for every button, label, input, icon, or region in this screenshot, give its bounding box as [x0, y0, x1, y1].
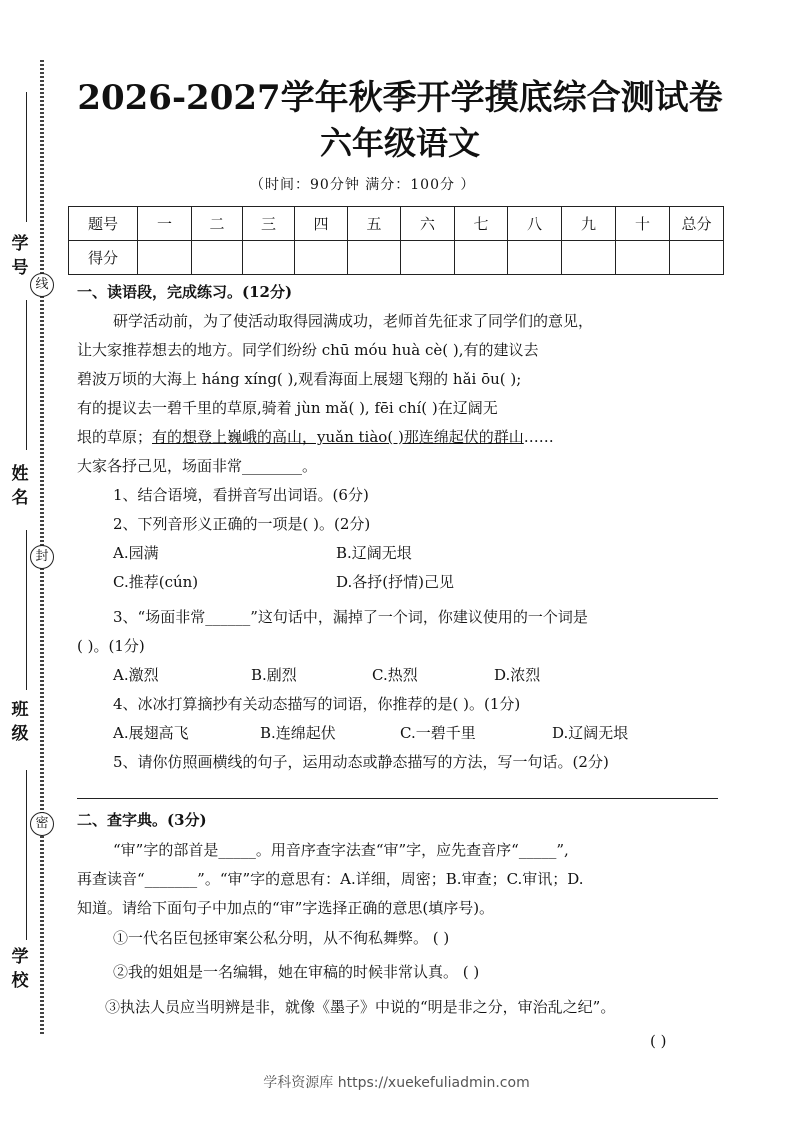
section2-text: 再查读音“_______”。“审”字的意思有：A.详细，周密；B.审查；C.审讯；D.	[77, 870, 584, 888]
q3-option-d[interactable]: D.浓烈	[494, 666, 541, 684]
question-5: 5、请你仿照画横线的句子，运用动态或静态描写的方法，写一句话。(2分)	[113, 753, 609, 771]
section1-heading: 一、读语段，完成练习。(12分)	[77, 283, 293, 301]
passage-line: 有的提议去一碧千里的草原,骑着 jùn mǎ( ), fēi chí( )在辽阔无	[77, 399, 498, 417]
score-header-cell: 五	[348, 207, 401, 241]
score-header-cell: 总分	[670, 207, 724, 241]
margin-label-student-id: 学号	[11, 234, 29, 278]
score-header-cell: 十	[616, 207, 670, 241]
seal-mark-line: 线	[30, 273, 54, 297]
q3-option-b[interactable]: B.剧烈	[251, 666, 297, 684]
passage-text: 垠的草原；	[77, 428, 153, 446]
q2-option-b[interactable]: B.辽阔无垠	[336, 544, 412, 562]
section2-text: 知道。请给下面句子中加点的“审”字选择正确的意思(填序号)。	[77, 899, 495, 917]
score-header-cell: 四	[295, 207, 348, 241]
q2-option-a[interactable]: A.园满	[113, 544, 159, 562]
score-cell[interactable]	[508, 241, 562, 275]
question-4: 4、冰冰打算摘抄有关动态描写的词语，你推荐的是( )。(1分)	[113, 695, 521, 713]
passage-line: 研学活动前，为了使活动取得园满成功，老师首先征求了同学们的意见，	[113, 312, 594, 330]
margin-label-class: 班级	[11, 700, 29, 744]
passage-line: 让大家推荐想去的地方。同学们纷纷 chū móu huà cè( ),有的建议去	[77, 341, 539, 359]
sentence-2: ②我的姐姐是一名编辑，她在审稿的时候非常认真。 ( )	[113, 963, 480, 981]
score-cell[interactable]	[616, 241, 670, 275]
score-cell[interactable]	[243, 241, 295, 275]
seal-mark-seal: 封	[30, 545, 54, 569]
score-header-cell: 九	[562, 207, 616, 241]
section2-text: “审”字的部首是_____。用音序查字法查“审”字，应先查音序“_____”,	[113, 841, 569, 859]
q2-option-d[interactable]: D.各抒(抒情)己见	[336, 573, 454, 591]
question-3: 3、“场面非常______”这句话中，漏掉了一个词，你建议使用的一个词是	[113, 608, 588, 626]
passage-text: ……	[523, 428, 554, 446]
q3-option-a[interactable]: A.激烈	[113, 666, 159, 684]
q4-option-b[interactable]: B.连绵起伏	[260, 724, 336, 742]
score-header-cell: 一	[138, 207, 192, 241]
score-cell[interactable]	[138, 241, 192, 275]
score-header-cell: 三	[243, 207, 295, 241]
score-cell[interactable]	[670, 241, 724, 275]
underlined-sentence: 有的想登上巍峨的高山，yuǎn tiào( )那连绵起伏的群山	[152, 428, 524, 446]
passage-line-underlined	[77, 427, 554, 447]
margin-line	[26, 92, 27, 222]
q4-option-c[interactable]: C.一碧千里	[400, 724, 476, 742]
margin-line	[26, 530, 27, 690]
margin-label-name: 姓名	[11, 464, 29, 508]
exam-title: 2026-2027学年秋季开学摸底综合测试卷	[77, 78, 723, 118]
seal-mark-secret: 密	[30, 812, 54, 836]
score-table	[68, 206, 724, 275]
sentence-1: ①一代名臣包拯审案公私分明，从不徇私舞弊。 ( )	[113, 929, 450, 947]
score-header-cell: 八	[508, 207, 562, 241]
score-cell[interactable]	[192, 241, 243, 275]
section2-heading: 二、查字典。(3分)	[77, 811, 207, 829]
q4-option-d[interactable]: D.辽阔无垠	[552, 724, 629, 742]
question-3-cont: ( )。(1分)	[77, 637, 145, 655]
score-table-header-row	[69, 207, 724, 241]
answer-line[interactable]	[77, 798, 718, 799]
passage-line: 碧波万顷的大海上 háng xíng( ),观看海面上展翅飞翔的 hǎi ōu( );	[77, 370, 522, 388]
q3-option-c[interactable]: C.热烈	[372, 666, 418, 684]
margin-label-school: 学校	[11, 947, 29, 991]
q2-option-c[interactable]: C.推荐(cún)	[113, 573, 199, 591]
score-cell[interactable]	[348, 241, 401, 275]
score-row-label: 得分	[69, 241, 138, 275]
sentence-3: ③执法人员应当明辨是非，就像《墨子》中说的“明是非之分，审治乱之纪”。	[105, 998, 616, 1016]
sentence-3-answer-blank[interactable]: ( )	[650, 1032, 667, 1050]
score-header-cell: 七	[455, 207, 508, 241]
passage-line: 大家各抒己见，场面非常________。	[77, 457, 318, 475]
q4-option-a[interactable]: A.展翅高飞	[113, 724, 189, 742]
margin-line	[26, 300, 27, 450]
score-header-cell: 二	[192, 207, 243, 241]
score-cell[interactable]	[401, 241, 455, 275]
score-table-score-row	[69, 241, 724, 275]
score-cell[interactable]	[455, 241, 508, 275]
exam-subtitle: 六年级语文	[319, 124, 480, 162]
question-1: 1、结合语境，看拼音写出词语。(6分)	[113, 486, 369, 504]
footer-watermark: 学科资源库 https://xuekefuliadmin.com	[263, 1075, 530, 1091]
question-2: 2、下列音形义正确的一项是( )。(2分)	[113, 515, 371, 533]
score-header-cell: 题号	[69, 207, 138, 241]
time-info: （时间：90分钟 满分：100分 ）	[250, 177, 476, 193]
margin-line	[26, 770, 27, 940]
score-cell[interactable]	[562, 241, 616, 275]
score-header-cell: 六	[401, 207, 455, 241]
score-cell[interactable]	[295, 241, 348, 275]
